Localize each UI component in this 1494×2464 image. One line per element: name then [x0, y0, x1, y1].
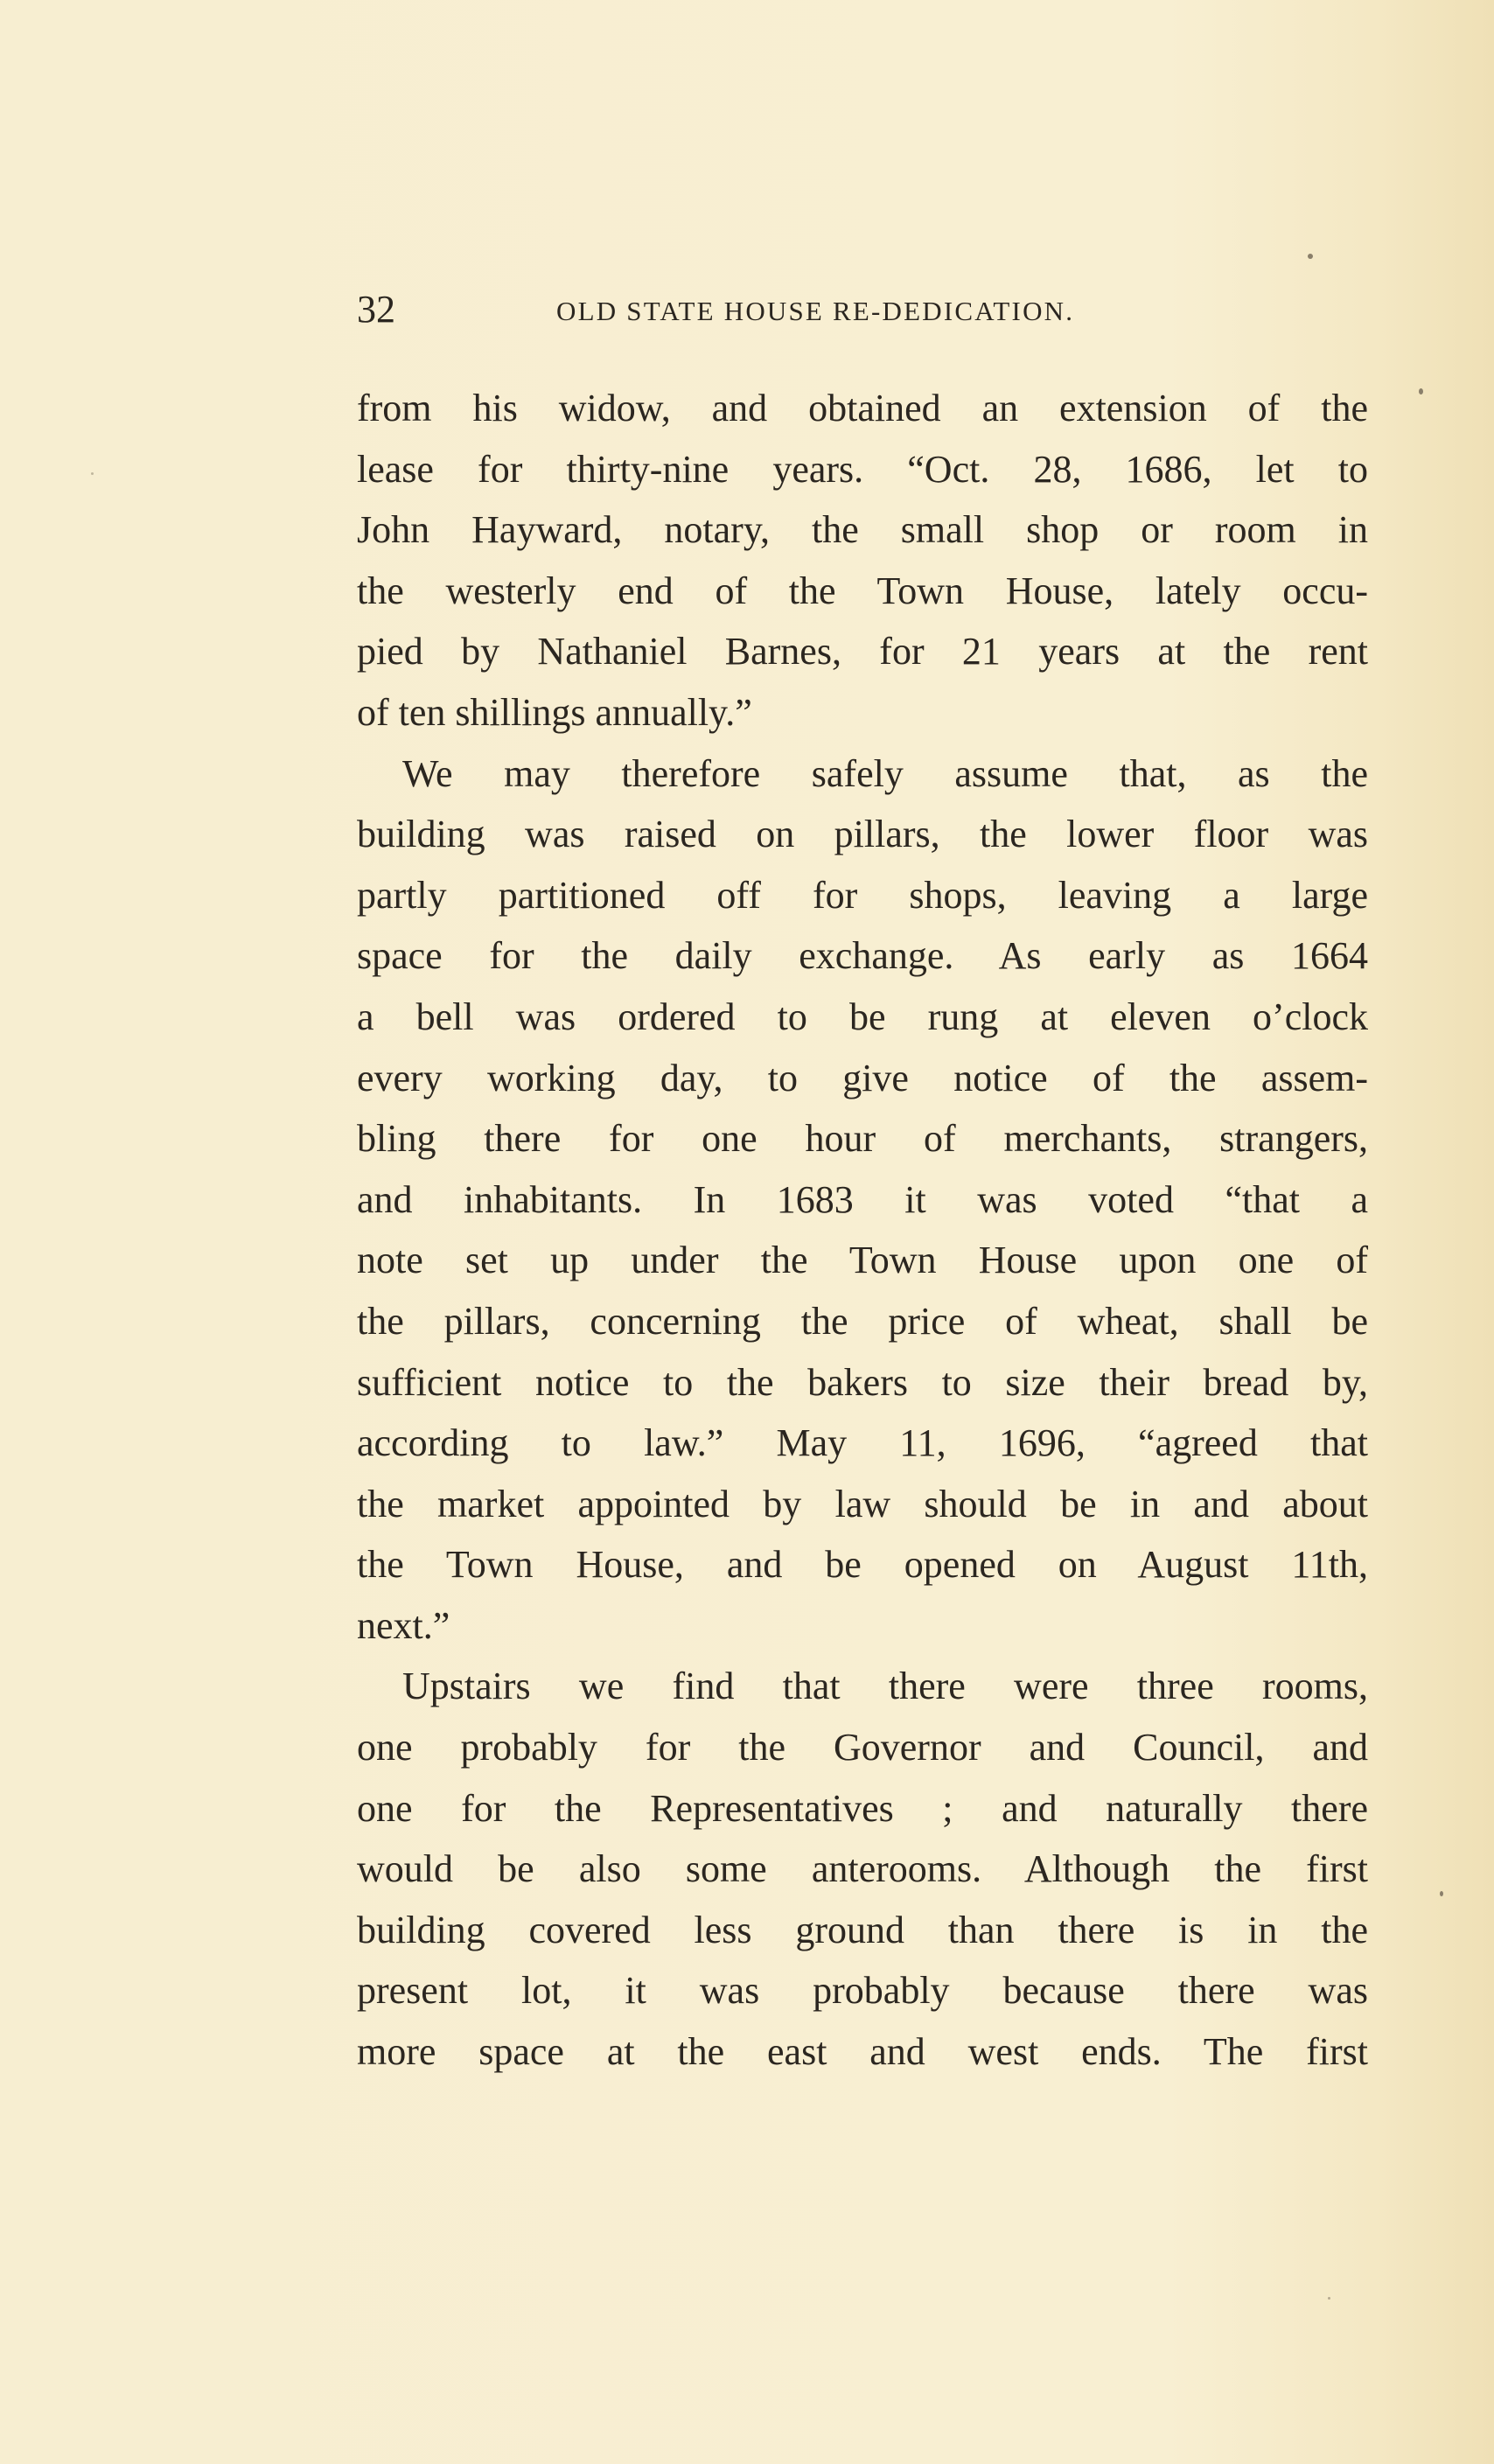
- paper-speck: [1419, 388, 1423, 394]
- paper-speck: [1440, 1891, 1443, 1896]
- text-line: a bell was ordered to be rung at eleven o’clock: [357, 995, 1368, 1038]
- text-line: and inhabitants. In 1683 it was voted “that a: [357, 1177, 1368, 1221]
- text-line: building covered less ground than there is in the: [357, 1908, 1368, 1951]
- text-line: the Town House, and be opened on August 11th,: [357, 1543, 1368, 1587]
- text-line: every working day, to give notice of the assem-: [357, 1056, 1368, 1099]
- text-line: one for the Representatives ; and naturally there: [357, 1786, 1368, 1830]
- text-line: sufficient notice to the bakers to size their bread by,: [357, 1360, 1368, 1404]
- text-line: next.”: [357, 1603, 450, 1647]
- text-line: space for the daily exchange. As early as 1664: [357, 934, 1368, 978]
- text-line: the westerly end of the Town House, lately occu-: [357, 569, 1368, 612]
- paragraph-start-line: Upstairs we find that there were three rooms,: [402, 1665, 1368, 1708]
- text-line: pied by Nathaniel Barnes, for 21 years at the rent: [357, 630, 1368, 674]
- text-line: lease for thirty-nine years. “Oct. 28, 1686, let to: [357, 447, 1368, 491]
- running-head: [357, 285, 1368, 334]
- text-line: more space at the east and west ends. The first: [357, 2030, 1368, 2074]
- text-line: John Hayward, notary, the small shop or room in: [357, 508, 1368, 552]
- running-title: OLD STATE HOUSE RE-DEDICATION.: [556, 296, 1075, 326]
- text-line: present lot, it was probably because there was: [357, 1969, 1368, 2013]
- text-line: of ten shillings annually.”: [357, 690, 752, 734]
- text-line: one probably for the Governor and Council, and: [357, 1726, 1368, 1769]
- body-text: [357, 378, 1368, 2083]
- text-line: partly partitioned off for shops, leaving a large: [357, 873, 1368, 917]
- text-line: building was raised on pillars, the lower floor was: [357, 813, 1368, 856]
- paper-speck: [1308, 254, 1313, 259]
- text-line: note set up under the Town House upon one of: [357, 1239, 1368, 1282]
- paper-speck: [1328, 2297, 1330, 2300]
- text-line: according to law.” May 11, 1696, “agreed that: [357, 1421, 1368, 1465]
- text-line: would be also some anterooms. Although the first: [357, 1847, 1368, 1891]
- paper-speck: [91, 472, 94, 475]
- text-line: from his widow, and obtained an extension of the: [357, 387, 1368, 429]
- text-line: the pillars, concerning the price of wheat, shall be: [357, 1299, 1368, 1343]
- text-line: bling there for one hour of merchants, strangers,: [357, 1117, 1368, 1161]
- page-number: 32: [357, 288, 395, 331]
- paragraph-start-line: We may therefore safely assume that, as the: [402, 751, 1368, 795]
- text-line: the market appointed by law should be in and about: [357, 1482, 1368, 1525]
